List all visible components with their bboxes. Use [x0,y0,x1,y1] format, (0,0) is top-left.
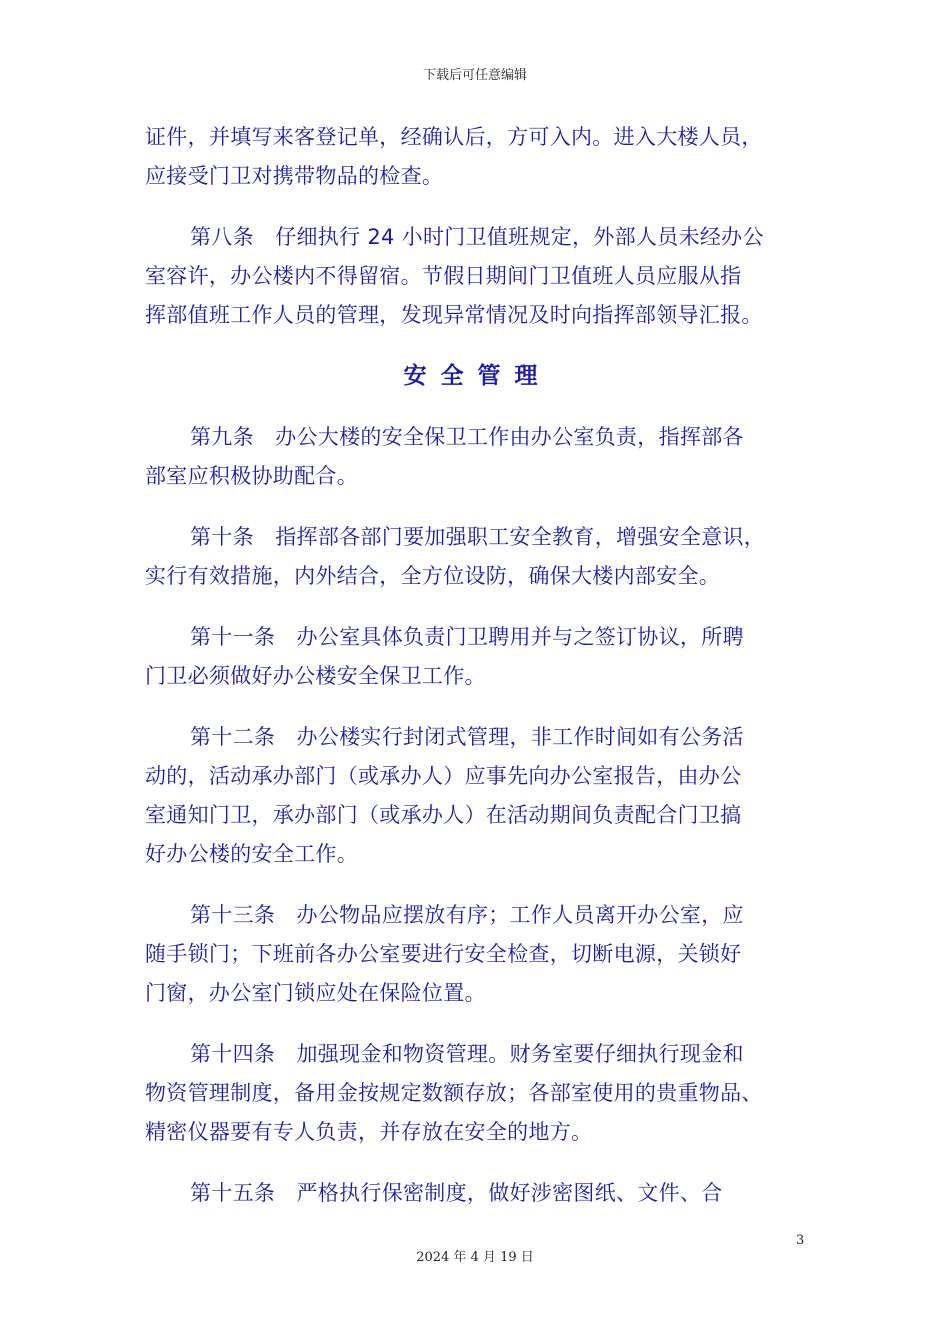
section-heading: 安全管理 [403,363,552,389]
text-line: 第十条 指挥部各部门要加强职工安全教育，增强安全意识， [190,525,766,549]
text-line: 精密仪器要有专人负责，并存放在安全的地方。 [145,1120,593,1144]
text-line: 物资管理制度，备用金按规定数额存放；各部室使用的贵重物品、 [145,1081,763,1105]
article-15 [145,1174,810,1213]
text-line: 第十三条 办公物品应摆放有序；工作人员离开办公室，应 [190,903,744,927]
text-line: 第九条 办公大楼的安全保卫工作由办公室负责，指挥部各 [190,425,744,449]
text-line: 部室应积极协助配合。 [145,464,358,488]
article-13 [145,896,810,1013]
text-line: 第十五条 严格执行保密制度，做好涉密图纸、文件、合 [190,1181,723,1205]
article-14 [145,1035,810,1152]
article-10 [145,518,810,596]
text-line: 第十二条 办公楼实行封闭式管理，非工作时间如有公务活 [190,725,744,749]
article-12 [145,718,810,874]
text-line: 随手锁门；下班前各办公室要进行安全检查，切断电源，关锁好 [145,942,742,966]
page-number: 3 [796,1233,805,1248]
text-line: 室通知门卫，承办部门（或承办人）在活动期间负责配合门卫搞 [145,803,742,827]
text-line: 挥部值班工作人员的管理，发现异常情况及时向指挥部领导汇报。 [145,303,763,327]
text-line: 第八条 仔细执行 24 小时门卫值班规定，外部人员未经办公 [190,225,764,249]
text-line: 门窗，办公室门锁应处在保险位置。 [145,981,486,1005]
text-line: 第十四条 加强现金和物资管理。财务室要仔细执行现金和 [190,1042,744,1066]
article-8 [145,218,810,335]
article-9 [145,418,810,496]
text-line: 实行有效措施，内外结合，全方位设防，确保大楼内部安全。 [145,564,721,588]
article-11 [145,618,810,696]
page-header: 下载后可任意编辑 [422,68,527,83]
text-line: 应接受门卫对携带物品的检查。 [145,164,444,188]
text-line: 好办公楼的安全工作。 [145,842,358,866]
document-body [145,118,810,1235]
text-line: 动的，活动承办部门（或承办人）应事先向办公室报告，由办公 [145,764,742,788]
text-line: 门卫必须做好办公楼安全保卫工作。 [145,664,486,688]
text-line: 证件，并填写来客登记单，经确认后，方可入内。进入大楼人员， [145,125,763,149]
text-line: 室容许，办公楼内不得留宿。节假日期间门卫值班人员应服从指 [145,264,742,288]
page-footer-date: 2024 年 4 月 19 日 [416,1250,534,1265]
paragraph-continued [145,118,810,196]
text-line: 第十一条 办公室具体负责门卫聘用并与之签订协议，所聘 [190,625,744,649]
